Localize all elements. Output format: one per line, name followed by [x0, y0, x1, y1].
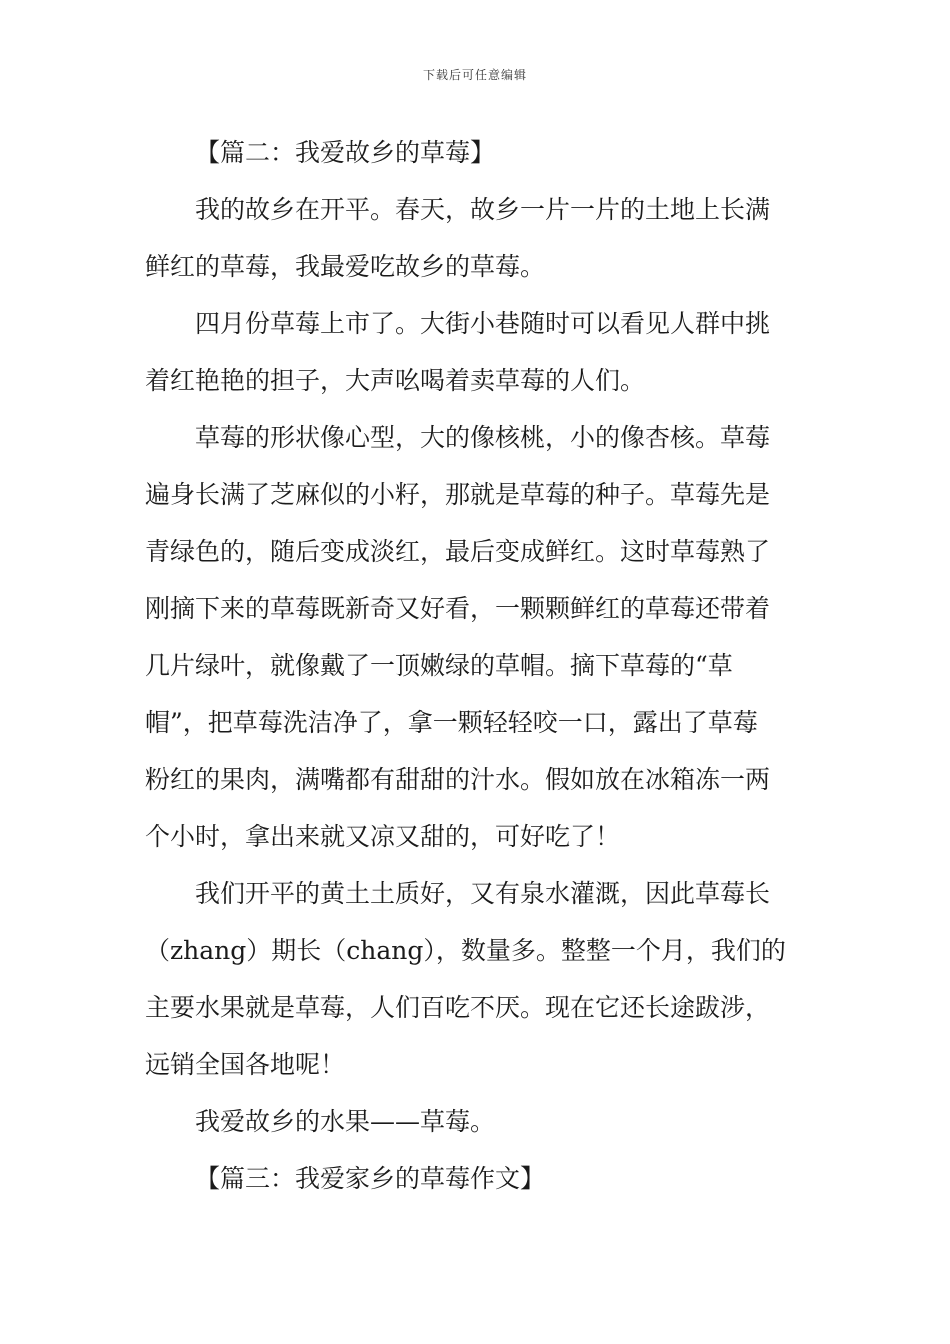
- document-body: [145, 124, 809, 1207]
- paragraph-line: 远销全国各地呢！: [145, 1050, 346, 1079]
- paragraph-line: 粉红的果肉，满嘴都有甜甜的汁水。假如放在冰箱冻一两: [145, 765, 771, 794]
- page-header: 下载后可任意编辑: [422, 68, 527, 82]
- paragraph-line: 几片绿叶，就像戴了一顶嫩绿的草帽。摘下草莓的“草: [145, 651, 733, 680]
- paragraph-line: 草莓的形状像心型，大的像核桃，小的像杏核。草莓: [195, 423, 771, 452]
- paragraph-line: 青绿色的，随后变成淡红，最后变成鲜红。这时草莓熟了: [145, 537, 771, 566]
- paragraph-line: 刚摘下来的草莓既新奇又好看，一颗颗鲜红的草莓还带着: [145, 594, 771, 623]
- paragraph-line: （zhang）期长（chang），数量多。整整一个月，我们的: [145, 936, 786, 965]
- paragraph-line: 主要水果就是草莓，人们百吃不厌。现在它还长途跋涉，: [145, 993, 771, 1022]
- paragraph-line: 帽”，把草莓洗洁净了，拿一颗轻轻咬一口，露出了草莓: [145, 708, 758, 737]
- paragraph-line: 我爱故乡的水果——草莓。: [195, 1107, 496, 1136]
- section-heading: 【篇二：我爱故乡的草莓】: [195, 138, 496, 167]
- paragraph-line: 着红艳艳的担子，大声吆喝着卖草莓的人们。: [145, 366, 646, 395]
- paragraph-line: 遍身长满了芝麻似的小籽，那就是草莓的种子。草莓先是: [145, 480, 771, 509]
- paragraph-line: 四月份草莓上市了。大街小巷随时可以看见人群中挑: [195, 309, 771, 338]
- paragraph-line: 我的故乡在开平。春天，故乡一片一片的土地上长满: [195, 195, 771, 224]
- paragraph-line: 个小时，拿出来就又凉又甜的，可好吃了！: [145, 822, 621, 851]
- paragraph-line: 我们开平的黄土土质好，又有泉水灌溉，因此草莓长: [195, 879, 771, 908]
- paragraph-line: 鲜红的草莓，我最爱吃故乡的草莓。: [145, 252, 546, 281]
- section-heading: 【篇三：我爱家乡的草莓作文】: [195, 1164, 546, 1193]
